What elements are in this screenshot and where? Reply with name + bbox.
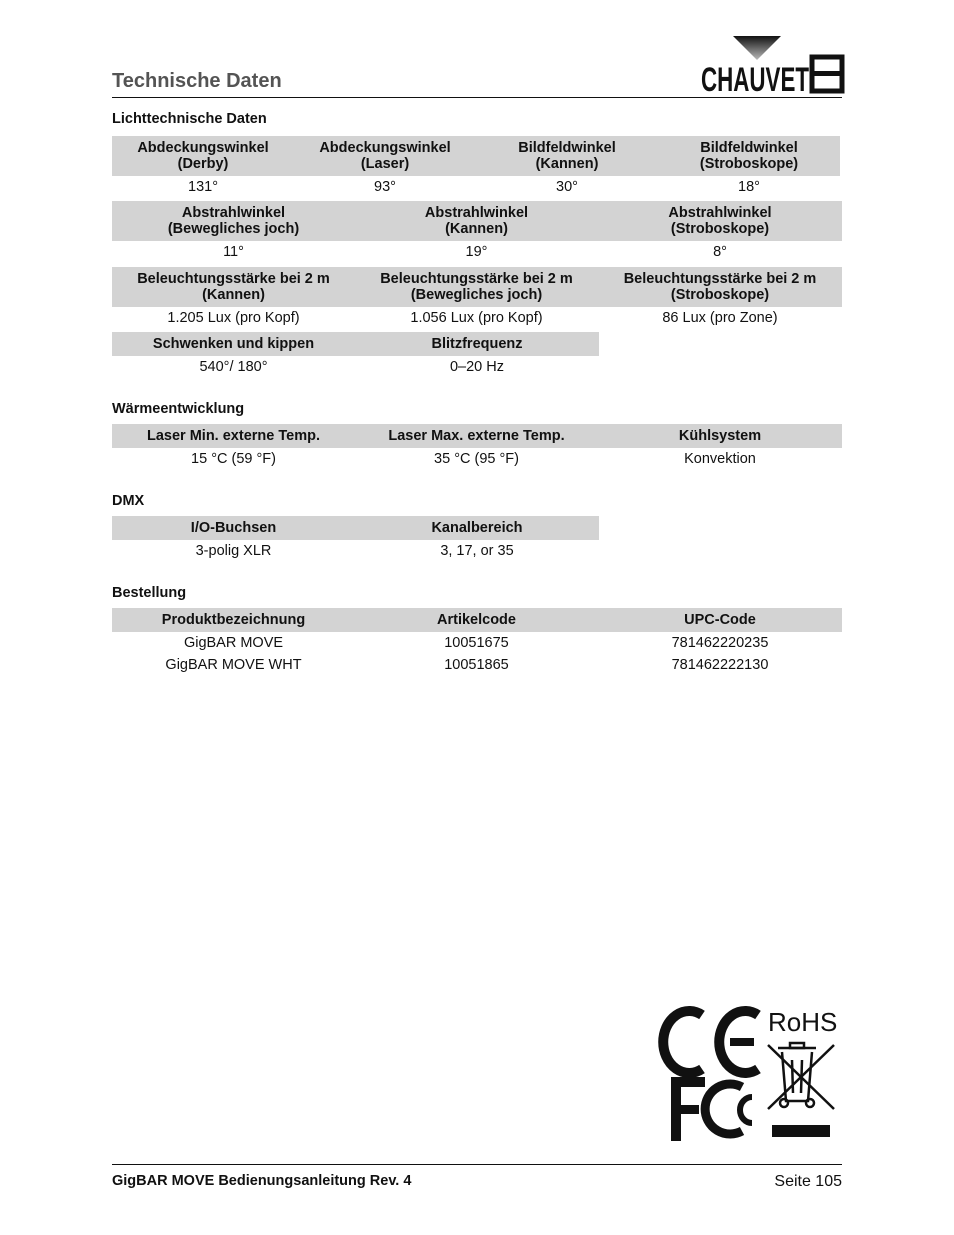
header-cell: Schwenken und kippen xyxy=(112,332,355,356)
value-cell: 15 °C (59 °F) xyxy=(191,451,276,467)
svg-text:CHAUVET: CHAUVET xyxy=(701,61,810,99)
footer-page-number: Seite 105 xyxy=(774,1173,842,1190)
page-title: Technische Daten xyxy=(112,70,282,92)
value-cell: 8° xyxy=(713,244,727,260)
footer-rule xyxy=(112,1164,842,1165)
table-row xyxy=(112,356,842,378)
section-title-dmx: DMX xyxy=(112,493,145,509)
rohs-mark: RoHS xyxy=(768,1007,838,1037)
value-cell: 781462222130 xyxy=(671,657,769,673)
table-waerme xyxy=(112,424,842,470)
section-title-licht: Lichttechnische Daten xyxy=(112,111,267,127)
value-cell: 131° xyxy=(188,179,218,195)
header-cell: Abstrahlwinkel (Kannen) xyxy=(355,201,598,241)
value-cell: 3-polig XLR xyxy=(195,543,272,559)
table-row xyxy=(112,307,842,329)
table-header-row xyxy=(112,332,842,356)
table-bestellung xyxy=(112,608,842,676)
header-cell: Abdeckungswinkel (Derby) xyxy=(112,136,294,176)
header-cell: Beleuchtungsstärke bei 2 m (Bewegliches joch) xyxy=(355,267,598,307)
header-cell: Bildfeldwinkel (Kannen) xyxy=(476,136,658,176)
fcc-mark-icon xyxy=(671,1077,752,1141)
table-row xyxy=(112,448,842,470)
footer-document-title: GigBAR MOVE Bedienungsanleitung Rev. 4 xyxy=(112,1173,412,1189)
table-licht-4 xyxy=(112,332,842,378)
header-cell: Kühlsystem xyxy=(598,424,842,448)
header-cell: Kanalbereich xyxy=(355,516,599,540)
header-cell: Abstrahlwinkel (Bewegliches joch) xyxy=(112,201,355,241)
empty-cell xyxy=(599,332,842,356)
header-cell: Beleuchtungsstärke bei 2 m (Kannen) xyxy=(112,267,355,307)
header-cell: Abstrahlwinkel (Stroboskope) xyxy=(598,201,842,241)
value-cell: 1.056 Lux (pro Kopf) xyxy=(410,310,543,326)
value-cell: 35 °C (95 °F) xyxy=(434,451,519,467)
header-cell: Blitzfrequenz xyxy=(355,332,599,356)
certification-marks xyxy=(668,1005,840,1145)
value-cell: Konvektion xyxy=(684,451,756,467)
crossed-out-bin-icon xyxy=(768,1043,834,1109)
value-cell: 30° xyxy=(556,179,578,195)
value-cell: 19° xyxy=(465,244,488,260)
header-cell: Laser Min. externe Temp. xyxy=(112,424,355,448)
table-row xyxy=(112,654,842,676)
table-header-row xyxy=(112,424,842,448)
table-dmx xyxy=(112,516,842,562)
table-header-row xyxy=(112,608,842,632)
header-cell: Artikelcode xyxy=(355,608,598,632)
value-cell: 3, 17, or 35 xyxy=(440,543,514,559)
table-licht-1 xyxy=(112,136,840,198)
empty-cell xyxy=(599,516,842,540)
header-cell: Produktbezeichnung xyxy=(112,608,355,632)
value-cell: 540°/ 180° xyxy=(199,359,268,375)
table-header-row xyxy=(112,267,842,307)
chauvet-dj-logo xyxy=(700,34,844,99)
ce-mark-icon xyxy=(663,1011,758,1073)
empty-cell xyxy=(599,540,842,562)
value-cell: 781462220235 xyxy=(671,635,769,651)
value-cell: GigBAR MOVE WHT xyxy=(165,657,302,673)
table-licht-2 xyxy=(112,201,842,263)
table-header-row xyxy=(112,201,842,241)
value-cell: 10051675 xyxy=(444,635,509,651)
header-cell: I/O-Buchsen xyxy=(112,516,355,540)
value-cell: 86 Lux (pro Zone) xyxy=(662,310,778,326)
value-cell: 0–20 Hz xyxy=(449,359,504,375)
table-row xyxy=(112,176,840,198)
header-cell: Laser Max. externe Temp. xyxy=(355,424,598,448)
empty-cell xyxy=(599,356,842,378)
header-cell: UPC-Code xyxy=(598,608,842,632)
header-cell: Abdeckungswinkel (Laser) xyxy=(294,136,476,176)
weee-bar xyxy=(772,1125,830,1137)
table-header-row xyxy=(112,516,842,540)
value-cell: 1.205 Lux (pro Kopf) xyxy=(167,310,300,326)
header-cell: Bildfeldwinkel (Stroboskope) xyxy=(658,136,840,176)
value-cell: GigBAR MOVE xyxy=(183,635,284,651)
value-cell: 18° xyxy=(738,179,760,195)
table-row xyxy=(112,540,842,562)
header-cell: Beleuchtungsstärke bei 2 m (Stroboskope) xyxy=(598,267,842,307)
table-row xyxy=(112,632,842,654)
value-cell: 93° xyxy=(374,179,396,195)
section-title-waerme: Wärmeentwicklung xyxy=(112,401,245,417)
value-cell: 11° xyxy=(223,244,244,260)
table-licht-3 xyxy=(112,267,842,329)
table-header-row xyxy=(112,136,840,176)
table-row xyxy=(112,241,842,263)
section-title-bestellung: Bestellung xyxy=(112,585,187,601)
value-cell: 10051865 xyxy=(444,657,509,673)
header-rule xyxy=(112,97,842,98)
